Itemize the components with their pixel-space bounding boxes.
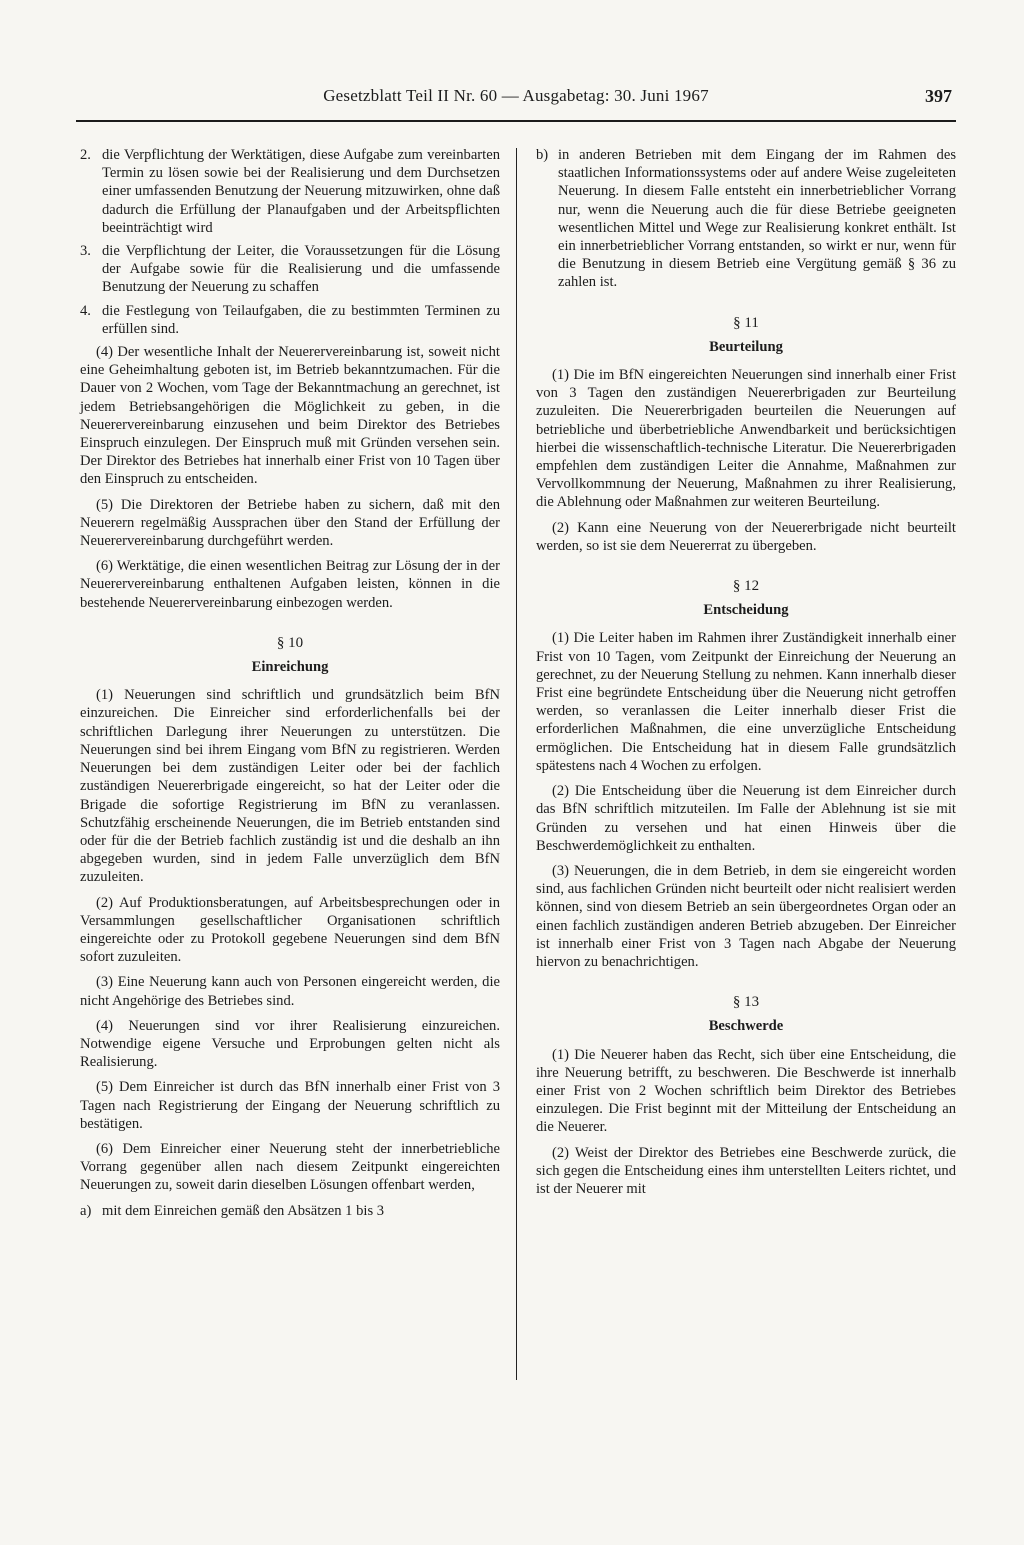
list-item (80, 242, 500, 297)
column-divider (516, 148, 517, 1380)
paragraph: (6) Werktätige, die einen wesentlichen Beitrag zur Lösung der in der Neuerervereinbarung enthaltenen Aufgaben leisten, können in die bestehende Neuerervereinbarung einbezogen werden. (80, 558, 500, 611)
item-text: die Verpflichtung der Werktätigen, diese Aufgabe zum vereinbarten Termin zu lösen sowie bei der Realisierung und dem Durchsetzen einer umfassenden Benutzung der Neuerung mitzuwirken, ohne daß dadurch die Erfüllung der Planaufgaben und der Arbeitspflichten beeinträchtigt wird (102, 147, 500, 236)
header-title: Gesetzblatt Teil II Nr. 60 — Ausgabetag: 30. Juni 1967 (323, 86, 709, 105)
item-number: 4. (80, 302, 91, 319)
paragraph: (1) Die Neuerer haben das Recht, sich über eine Entscheidung, die ihre Neuerung betrifft, zu beschweren. Die Beschwerde ist innerhalb einer Frist von 2 Wochen schriftlich beim Direktor des Betriebes einzulegen. Die Frist beginnt mit der Mitteilung der Entscheidung an die Neuerer. (536, 1046, 956, 1136)
paragraph: (1) Die im BfN eingereichten Neuerungen sind innerhalb einer Frist von 3 Tagen den zuständigen Neuererbrigaden zur Beurteilung zuzuleiten. Die Neuererbrigaden beurteilen die Neuerungen auf betriebliche und überbetriebliche Anwendbarkeit und berücksichtigen hierbei die wissenschaftlich-technische Literatur. Die Neuererbrigaden empfehlen dem zuständigen Leiter die Annahme, Maßnahmen zur Vervollkommnung der Neuerung, Maßnahmen zu ihrer Realisierung, die Ablehnung oder Maßnahmen zur weiteren Beurteilung. (536, 367, 956, 511)
section-title: Beurteilung (709, 338, 783, 355)
section-number: § 10 (276, 634, 304, 651)
section-number: § 13 (732, 994, 760, 1011)
section-number: § 11 (733, 314, 759, 331)
paragraph: (5) Dem Einreicher ist durch das BfN innerhalb einer Frist von 3 Tagen nach Registrierung der Eingang der Neuerung schriftlich zu bestätigen. (80, 1079, 500, 1132)
paragraph: (3) Neuerungen, die in dem Betrieb, in dem sie eingereicht worden sind, aus fachlichen Gründen nicht beurteilt oder nicht realisiert werden können, sind von diesem Betrieb an sein übergeordnetes Organ oder an einen fachlich zuständigen anderen Betrieb abzugeben. Der Einreicher ist innerhalb einer Frist von 3 Tagen nach Abgabe der Neuerung hiervon zu benachrichtigen. (536, 862, 956, 970)
item-text: die Festlegung von Teilaufgaben, die zu bestimmten Terminen zu erfüllen sind. (102, 302, 500, 337)
list-item (80, 302, 500, 338)
right-column (536, 146, 956, 1205)
paragraph: (2) Weist der Direktor des Betriebes eine Beschwerde zurück, die sich gegen die Entscheidung eines ihm unterstellten Leiters richtet, und ist der Neuerer mit (536, 1144, 956, 1197)
paragraph: (2) Kann eine Neuerung von der Neuererbrigade nicht beurteilt werden, so ist sie dem Neuererrat zu übergeben. (536, 519, 956, 554)
header-rule (76, 120, 956, 122)
paragraph: (2) Die Entscheidung über die Neuerung ist dem Einreicher durch das BfN schriftlich mitzuteilen. Im Falle der Ablehnung ist sie mit Gründen zu versehen und hat einen Hinweis über die Beschwerdemöglichkeit zu enthalten. (536, 783, 956, 854)
paragraph: (1) Die Leiter haben im Rahmen ihrer Zuständigkeit innerhalb einer Frist von 10 Tagen, vom Zeitpunkt der Einreichung der Neuerung an gerechnet, zu der Neuerung Stellung zu nehmen. Kann innerhalb dieser Frist eine begründete Entscheidung über die Neuerung nicht getroffen werden, so veranlassen die Leiter innerhalb dieser Frist die erforderlichen Maßnahmen, die eine unverzügliche Entscheidung ermöglichen. Die Entscheidung hat in diesem Falle grundsätzlich spätestens nach 4 Wochen zu erfolgen. (536, 630, 956, 774)
item-text: die Verpflichtung der Leiter, die Voraussetzungen für die Lösung der Aufgabe sowie für die Realisierung und die umfassende Benutzung der Neuerung zu schaffen (102, 243, 500, 296)
item-letter: b) (536, 147, 549, 163)
paragraph: (4) Der wesentliche Inhalt der Neuerervereinbarung ist, soweit nicht eine Geheimhaltung geboten ist, im Betrieb bekanntzumachen. Für die Dauer von 2 Wochen, vom Tage der Bekanntmachung an gerechnet, ist jedem Betriebsangehörigen die Möglichkeit zu geben, in die Neuerervereinbarung einzusehen und beim Direktor des Betriebes Einspruch einzulegen. Der Einspruch muß mit Gründen versehen sein. Der Direktor des Betriebes hat innerhalb einer Frist von 10 Tagen über den Einspruch zu entscheiden. (80, 344, 500, 488)
item-letter: a) (80, 1202, 92, 1219)
paragraph: (6) Dem Einreicher einer Neuerung steht der innerbetriebliche Vorrang gegenüber allen nach diesem Zeitpunkt eingereichten Neuerungen zu, soweit darin dieselben Lösungen offenbart werden, (80, 1140, 500, 1194)
item-text: in anderen Betrieben mit dem Eingang der im Rahmen des staatlichen Informationssystems oder auf andere Weise zugeleiteten Neuerung. In diesem Falle entsteht ein innerbetrieblicher Vorrang nur, wenn die Neuerung auch die für diese Betriebe geeigneten wesentlichen Mittel und Wege zur Realisierung konkret enthält. Ist ein innerbetrieblicher Vorrang entstanden, so wirkt er nur, wenn für die Benutzung in diesem Betrieb eine Vergütung gemäß § 36 zu zahlen ist. (558, 147, 956, 291)
section-number: § 12 (732, 578, 760, 595)
item-number: 3. (80, 243, 91, 260)
paragraph: (1) Neuerungen sind schriftlich und grundsätzlich beim BfN einzureichen. Die Einreicher sind erforderlichenfalls bei der schriftlichen Darlegung ihrer Neuerungen zu unterstützen. Die Neuerungen sind bei ihrem Eingang vom BfN zu registrieren. Werden Neuerungen bei dem zuständigen Leiter oder bei der fachlich zuständigen Neuererbrigade eingereicht, so hat der Leiter oder die Brigade die sofortige Registrierung im BfN zu veranlassen. Schutzfähig erscheinende Neuerungen, die im Betrieb entstanden sind oder für die der Betrieb fachlich zuständig ist und die deshalb an ihn abgegeben wurden, sind in jedem Falle unverzüglich dem BfN zuzuleiten. (80, 687, 500, 886)
list-item (80, 1202, 500, 1220)
paragraph: (4) Neuerungen sind vor ihrer Realisierung einzureichen. Notwendige eigene Versuche und Erprobungen gelten nicht als Realisierung. (80, 1017, 500, 1071)
section-title: Einreichung (251, 659, 329, 676)
section-title: Entscheidung (703, 602, 789, 619)
paragraph: (2) Auf Produktionsberatungen, auf Arbeitsbesprechungen oder in Versammlungen gesellschaftlicher Organisationen schriftlich eingereichte oder zu Protokoll gegebene Neuerungen sind dem BfN sofort zuzuleiten. (80, 894, 500, 966)
item-text: mit dem Einreichen gemäß den Absätzen 1 bis 3 (102, 1202, 385, 1219)
left-column (80, 146, 500, 1220)
list-item (536, 146, 956, 292)
section-title: Beschwerde (708, 1018, 784, 1035)
paragraph: (3) Eine Neuerung kann auch von Personen eingereicht werden, die nicht Angehörige des Betriebes sind. (80, 974, 500, 1009)
page-header (76, 86, 956, 110)
page-number: 397 (925, 86, 952, 106)
paragraph: (5) Die Direktoren der Betriebe haben zu sichern, daß mit den Neuerern regelmäßig Aussprachen über den Stand der Erfüllung der Neuerervereinbarung durchgeführt werden. (80, 496, 500, 550)
list-item (80, 146, 500, 237)
item-number: 2. (80, 147, 91, 163)
